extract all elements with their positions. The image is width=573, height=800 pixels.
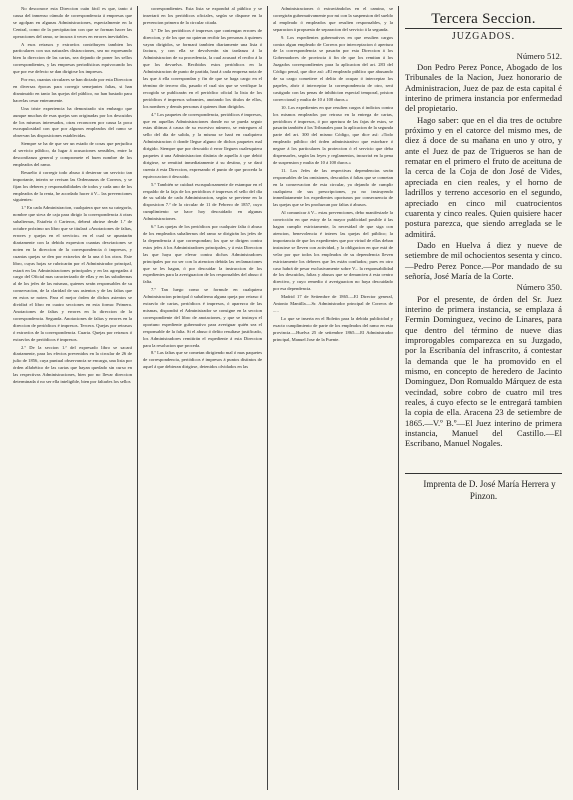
edict-body: Por el presente, de órden del Sr. Juez interino de primera instancia, se emplaza á Fermin Dominguez, vecino de Linares, para que dentro del término de nueve dias improrogables comparezca en su Juzgado, por la Escribanía del infrascrito, á contestar la demanda que le ha promovido en el mismo, en concepto de heredero de Jacinto Dominguez, Don Romualdo Márquez de esta vecindad, sobre cobro de cuatro mil tres reales, á cuyo efecto se le entregará tambien la copia de ella. Aracena 23 de setiembre de 1865.—V.º B.º—El Juez interino de primera instancia, Manuel del Castillo.—El Escribano, Manuel Nogales. xyxy=(405,293,562,449)
edict-number: Número 350. xyxy=(516,282,562,293)
edict-number: Número 512. xyxy=(516,50,562,61)
edict-body: Hago saber: que en el dia tres de octubre próximo y en el catorce del mismo mes, de diez á doce de su mañana en uno y otro, y ante el Juez de paz de Trigueros se han de rematar en el primero el fruto de aceituna de la cerca de la Coja de don José de Vides, apreciada en cien reales, y el horno de ladrillos y terreno accesorio en el segundo, apreciado en cinco mil cuatrocientos cuarenta y cinco reales. Quien quisiere hacer postura parezca, que siendo arreglada se le admitirá. xyxy=(405,114,562,239)
paragraph: 9. Los expedientes gubernativos en que resulten cargos contra algun empleado de Correos por interceptacion ó apertura de la correspondencia se pasarán por esta Direccion á los Gobernadores de provincia á fin de que los remitan á los Juzgados correspondientes para la aplicacion del art. 283 del Código penal, que dice así: «El empleado público que abusando de su cargo cometiere el delito de ocupar ó interceptar los papeles, abrir ó interceptar la correspondencia de otro, será castigado con las penas de inhibicion especial temporal, prision correccional y multa de 10 á 100 duros.» xyxy=(273,34,393,102)
column-4 xyxy=(398,6,567,790)
paragraph: 11. Los Jefes de las respectivas dependencias serán responsables de las omisiones, descuidos ó faltas que se cometan en la conservacion de esta circular, ya dejando de cumplir cualquiera de sus prescripciones, ya no instruyendo inmediatamente los expedientes oportunos por consecuencia de las quejas que se les produzcan por faltas ó abusos. xyxy=(273,167,393,208)
paragraph: Al comunicar á V... estas prevenciones, debo manifestarle la convicción en que estoy de la mayor publicidad posible á las hagan cumplir estrictamente, la necesidad de que siga con atencion, benevolencia é interes las quejas del público; la importancia de que los expedientes que por virtud de ellas deban instruirse se lleven con actividad, y la obligacion en que está de velar por que todos los empleados de su dependencia lleven estrictamente los deberes que les están confiados; pues en otro caso habrá de pesar exclusivamente sobre V... la responsabilidad de los descuidos, faltas y abusos que se denuncien á esta centro directivo, y cuyo remedio ó averiguacion no haya descuidado por esa dependencia. xyxy=(273,210,393,292)
edict-header: Don Pedro Perez Ponce, Abogado de los Tribunales de la Nacion, Juez honorario de Administracion, Juez de paz de esta capital é interino de primera instancia por enfermedad del propietario. xyxy=(405,62,562,114)
paragraph: 3.º De los periódicos é impresos que contengan errores de direccion, y de los que no quieran recibir las personas á quienes vayan dirigidos, se formará tambien diariamente una lista ó factura, y con ella se devolverán sin tardanza á la Administracion de su procedencia, la cual acusará el recibo á la que los devuelva. Recibidos estos periódicos en la Administracion de punto de partida, hará á cada empresa nota de las que á ella correspondan y fin de que se haga cargo en el término de tercero día, pasado el cual sin que se verifique la recogida se publicarán en el periódico oficial la lista de los periódicos é impresos sobrantes, anotando los títulos de ellos, los nombres y demás personas á quienes iban dirigidos. xyxy=(143,27,263,109)
imprint-divider xyxy=(405,473,562,474)
paragraph: 5.º También se cuidará escrupulosamente de estampar en el respaldo de la faja de los periódicos é impresos el sello del día de su salida de cada Administracion, según se previene en la disposicion 7.ª de la circular de 11 de Febrero de 1857, cuyo cumplimiento se hace hoy descuidado en algunas Administraciones. xyxy=(143,181,262,222)
paragraph: correspondientes. Esta lista se expondrá al público y se insertará en los periódicos oficiales, según se dispone en la prevencion primera de la circular citada. xyxy=(143,6,262,25)
paragraph: Siempre se ha de que ser un estado de cosas que perjudica al servicio público, da lugar á acusaciones sensibles, entre la desconfianza general y compromete el buen nombre de los empleados del ramo. xyxy=(13,141,132,167)
paragraph: Administraciones ó extraviándolos en el camino, se corregirán gubernativamente por mi con la suspension del sueldo al empleado ó empleados que resulten responsables, y la separacion á propuesta de separacion del servicio á la segunda. xyxy=(273,6,393,32)
paragraph: Lo que se inserta en el Boletin para la debida publicidad y exacto cumplimiento de parte de los empleados del ramo en esta provincia.—Huelva 25 de setiembre 1865.—El Administrador principal, Manuel Jose de la Fuente. xyxy=(273,315,393,342)
paragraph: 8.º Las faltas que se cometan dirigiendo mal ó mas paquetes de correspondencia, periódicos é impresos á puntos distintos de aquel á que debieran dirigirse, detenidos olvidados en las xyxy=(143,350,262,370)
paragraph: Resuelto á corregir todo abuso á desterrar un servicio tan importante, interin se revisan las Ordenanzas de Correos, y se fijan los deberes y responsabilidades de todos y cada uno de los empleados de la renta, he acordado hacer á V... las prevenciones siguientes: xyxy=(13,169,132,203)
paragraph: 2.º De la seccion 1.ª del expresado libro se sacará diariamente, para los efectos prevenidos en la circular de 26 de julio de 1856, cuya puntual observancia se encarga, una lista por órden alfabético de las cartas que hayan quedado sin curso en las respectivas Administraciones, bien por no llevar direccion determinada ó no ser ella inteligible, bien por faltarles los sellos xyxy=(13,344,132,385)
paragraph: 7.º Tan luego como se formule en cualquiera Administracion principal ó subalterna alguna queja por retraso ó extravío de cartas, periódicos é impresos, ó aparezca de las mismas, dispondrá el Administrador se consigne en la seccion correspondiente del libro de anotaciones, y que se instruya el oportuno expediente gubernativo para averiguar quién sea el responsable de la falta. Si el abuso ó delito resultase justificado, los Administradores remitirán el expediente á esta Direccion para la resolucion que proceda. xyxy=(143,287,262,348)
paragraph: 10. Los expedientes en que resulten cargos ó indicios contra los mismos empleados por retraso en la entrega de cartas, periódicos é impresos, ó por apertura de las fajas de estos, se pasarán también á los Tribunales para la aplicacion de la segunda parte del art. 300 del mismo Código, que dice así: «Todo empleado público del órden administrativo que estorbare ó negare á los particulares la proteccion ó el servicio que deba dispensarles, según las leyes y reglamentos, incurrirá en la pena de suspension y multa de 10 á 100 duros.» xyxy=(273,104,393,165)
columns-container xyxy=(8,6,567,790)
column-1 xyxy=(8,6,137,790)
paragraph: Por eso, cuantas circulares se han dictado por esta Direccion en diversas épocas para corregir semejantes faltas, si han disminuido en tanto las quejas del público, no han bastado para hacerlas cesar enteramente. xyxy=(13,77,132,103)
section-subtitle: JUZGADOS. xyxy=(451,31,516,43)
section-title: Tercera Seccion. xyxy=(431,11,536,27)
imprint-line: Imprenta de D. José María Herrera y Pinzon. xyxy=(423,478,556,501)
column-2 xyxy=(137,6,267,790)
paragraph: A esos retrasos y extravíos contribuyen tambien los particulares con sus naturales distracciones, sea no expresando bien la direccion de las cartas, sea dejando de poner los sellos correspondientes, y las empresas periodísticas equivocando los que por ese defecto se dan dirigirse los impresos. xyxy=(13,41,132,75)
paragraph: 6.º Las quejas de los periódicos por cualquier falta ó abuso de los empleados subalternos del ramo se dirigirán los jefes de la dependencia á que correspondan; los que se dirigen contra estos jefes á los Administradores principales, y á esta Direccion las que haya que elevar contra dichos Administradores principales por no ser con la atencion debida las reclamaciones que se les hagan, ó por descuidar la instruccion de los expedientes para la averiguacion de los responsables del abuso ó falta. xyxy=(143,224,262,285)
paragraph: Una triste experiencia ha demostrado sin embargo que aunque muchas de esas quejas son originadas por los descuidos de los mismos interesados, otras reconocen por causa la poca escrupulosidad con que por algunos empleados del ramo se observan las disposiciones establecidas. xyxy=(13,105,132,139)
edict-date: Dado en Huelva á diez y nueve de setiembre de mil ochocientos sesenta y cinco.—Pedro Perez Ponce.—Por mandado de su señoría, José María de la Corte. xyxy=(405,239,562,281)
section-divider xyxy=(405,28,562,29)
paragraph: No desconoce esta Direccion cuán fácil es que, tanto á causa del inmenso cúmulo de correspondencia á empresas que se agolpan en algunas Administraciones, especialmente en la Central, como de la precipitacion con que se forman hacer las operaciones del ramo, se incurra á veces en errores inevitables. xyxy=(13,6,132,39)
paragraph: 4.º Los paquetes de correspondencia, periódicos é impresos, que en aquellas Administraciones donde no se pueda seguir estas últimas á causa de su excesivo número, se entreguen al sello del día de salida, y la misma se hará en cualquiera Administracion ó donde llegue alguno de dichos paquetes mal dirigido. Siempre que por descuido ó error lleguen cualesquiera paquetes á una Administracion distinta de aquella á que debió dirigirse, se remitirá inmediatamente á su destino, y se dará cuenta á esta Direccion, expresando el punto de que proceda la equivocacion ó descuido. xyxy=(143,111,262,179)
paragraph: 1.º En cada Administracion, cualquiera que sea su categoría, nombre que sirva de caja para dirigir la correspondencia á otras subalternas, Estafeta ó Carteros, deberá abrirse desde 1.º de octubre próximo un libro que se titulará «Anotaciones de faltas, errores y quejas en el servicio» en el cual se apuntarán diariamente con la debida expresion cuantas desviaciones se noten en la direccion de la correspondencia ó impresos, y cuantas quejas se den por extravíos de la una ó los otros. Este libro, cuyas hojas se rubricarán por el Administrador principal, estará en las Administraciones principales y en las agregadas á cargo del Oficial mas caracterizado de ellas y en las subalternas al de los jefes de las mismas, quienes serán responsables de su conservacion, de la claridad de sus asientos y de las faltas que en estos se noten. Para el mejor órden de dichos asientos se dividirá el libro en cuatro secciones en esta forma: Primera. Anotaciones de faltas y errores en la direccion de la correspondencia. Segunda. Anotaciones de faltas y errores en la direccion de periódicos é impresos. Tercera. Quejas por retrasos ó extravíos de la correspondencia. Cuarta. Quejas por retrasos ó extravíos de periódicos é impresos. xyxy=(13,205,132,342)
signature-line: Madrid 17 de Setiembre de 1865.—El Director general, Antonio Mantilla.—Sr. Administrador principal de Correos de ..... xyxy=(273,294,393,313)
column-3 xyxy=(267,6,398,790)
